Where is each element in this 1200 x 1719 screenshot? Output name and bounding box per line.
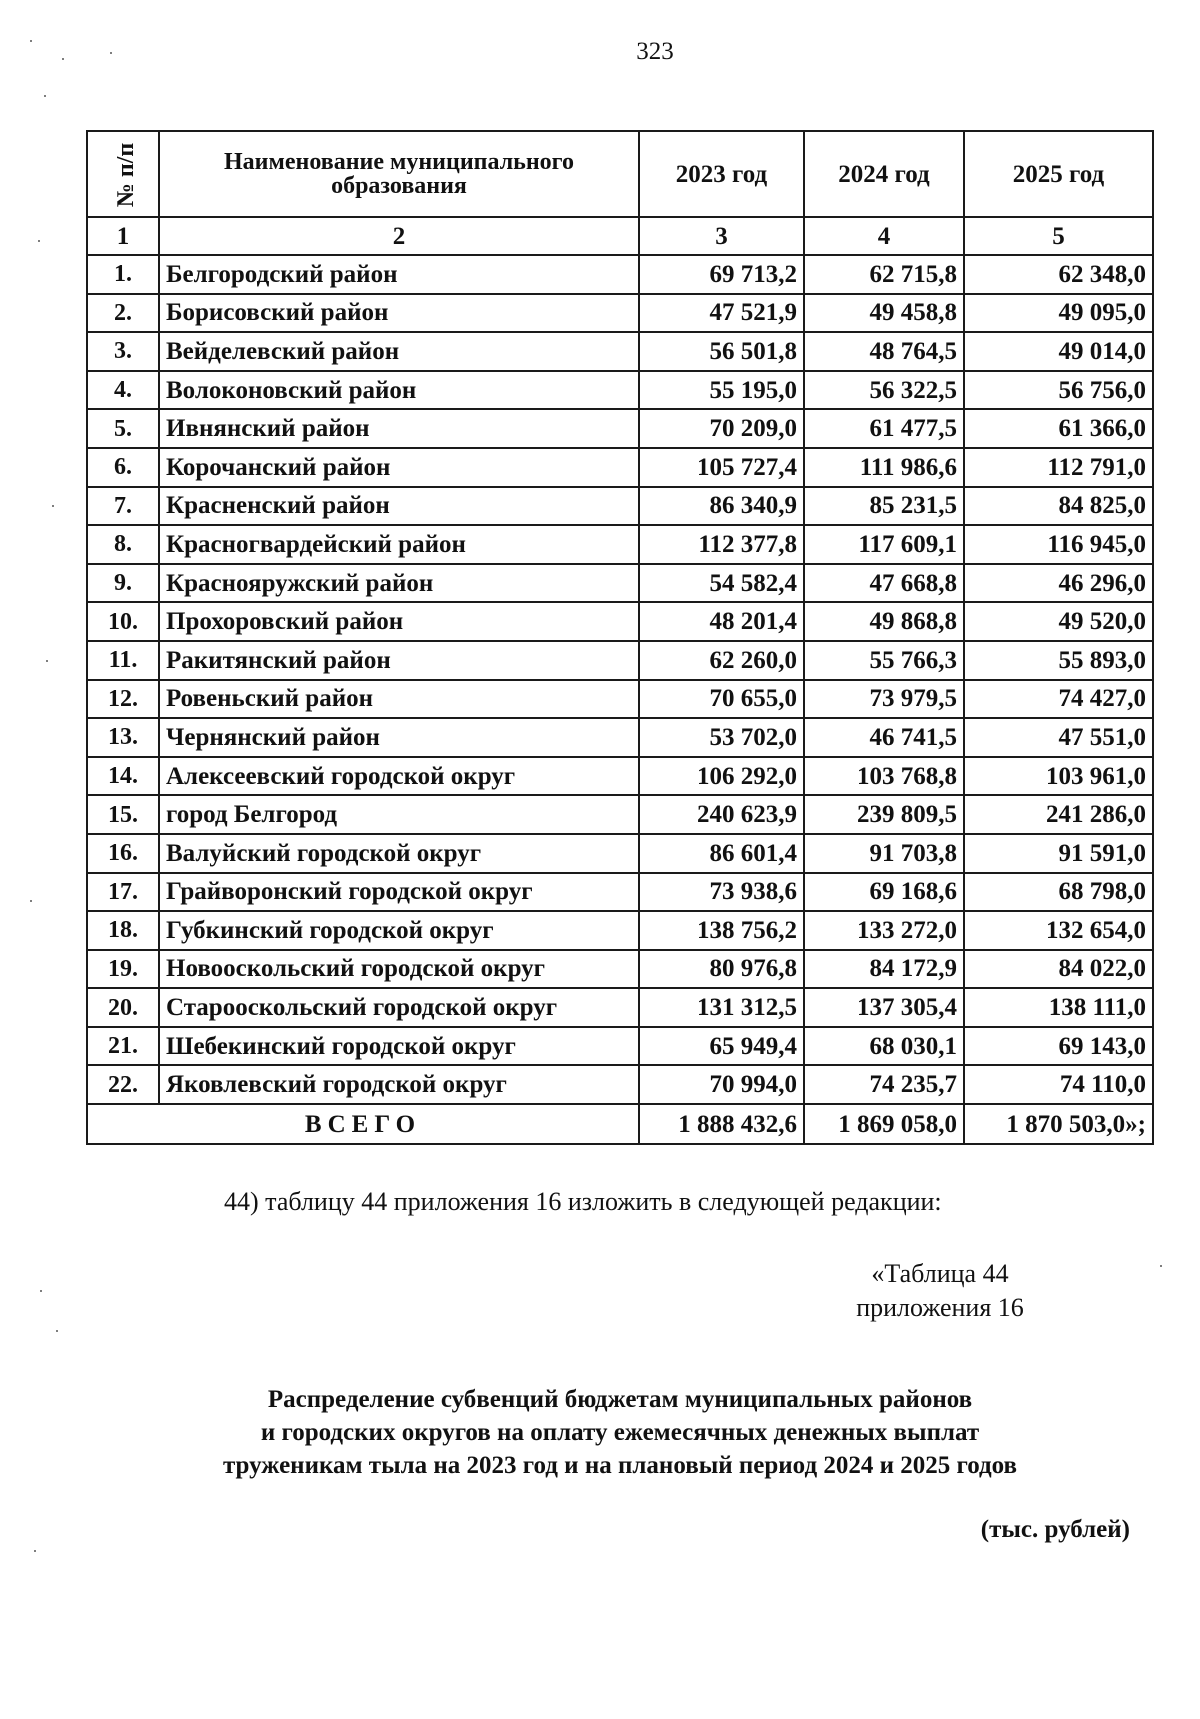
value-2025: 49 014,0	[964, 332, 1153, 371]
value-2024: 74 235,7	[804, 1065, 964, 1104]
table-row	[87, 680, 1153, 719]
value-2024: 133 272,0	[804, 911, 964, 950]
column-number-row	[87, 217, 1153, 255]
row-number: 10.	[87, 602, 159, 641]
value-2025: 49 520,0	[964, 602, 1153, 641]
municipality-name: Краснояружский район	[159, 564, 639, 603]
table-row	[87, 332, 1153, 371]
table-row	[87, 641, 1153, 680]
municipality-name: город Белгород	[159, 795, 639, 834]
scan-speck	[52, 505, 54, 507]
value-2023: 240 623,9	[639, 795, 804, 834]
municipality-name: Прохоровский район	[159, 602, 639, 641]
municipality-name: Шебекинский городской округ	[159, 1027, 639, 1066]
row-number: 8.	[87, 525, 159, 564]
table-row	[87, 834, 1153, 873]
value-2023: 112 377,8	[639, 525, 804, 564]
value-2025: 138 111,0	[964, 988, 1153, 1027]
row-number: 4.	[87, 371, 159, 410]
value-2023: 86 601,4	[639, 834, 804, 873]
row-number: 1.	[87, 255, 159, 294]
scan-speck	[62, 58, 64, 60]
municipality-name: Белгородский район	[159, 255, 639, 294]
value-2025: 84 825,0	[964, 487, 1153, 526]
row-number: 20.	[87, 988, 159, 1027]
table-row	[87, 564, 1153, 603]
table-header-row	[87, 131, 1153, 217]
value-2024: 69 168,6	[804, 873, 964, 912]
row-number: 18.	[87, 911, 159, 950]
scan-speck	[110, 52, 112, 54]
total-2025: 1 870 503,0»;	[964, 1104, 1153, 1144]
scan-speck	[38, 240, 40, 242]
value-2023: 131 312,5	[639, 988, 804, 1027]
value-2024: 56 322,5	[804, 371, 964, 410]
row-number: 17.	[87, 873, 159, 912]
table-row	[87, 1065, 1153, 1104]
value-2025: 55 893,0	[964, 641, 1153, 680]
value-2023: 70 655,0	[639, 680, 804, 719]
value-2024: 84 172,9	[804, 950, 964, 989]
value-2025: 61 366,0	[964, 409, 1153, 448]
table-row	[87, 718, 1153, 757]
scan-speck	[56, 1330, 58, 1332]
column-number: 1	[87, 217, 159, 255]
header-municipality: Наименование муниципального образования	[159, 131, 639, 217]
table-row	[87, 294, 1153, 333]
value-2024: 61 477,5	[804, 409, 964, 448]
municipality-name: Красногвардейский район	[159, 525, 639, 564]
municipality-name: Яковлевский городской округ	[159, 1065, 639, 1104]
municipality-name: Борисовский район	[159, 294, 639, 333]
municipality-name: Волоконовский район	[159, 371, 639, 410]
value-2023: 65 949,4	[639, 1027, 804, 1066]
scan-speck	[40, 1290, 42, 1292]
row-number: 9.	[87, 564, 159, 603]
column-number: 3	[639, 217, 804, 255]
scan-speck	[30, 900, 32, 902]
scan-speck	[46, 660, 48, 662]
municipality-name: Грайворонский городской округ	[159, 873, 639, 912]
value-2023: 55 195,0	[639, 371, 804, 410]
table-row	[87, 757, 1153, 796]
scan-speck	[44, 95, 46, 97]
municipality-name: Красненский район	[159, 487, 639, 526]
table-row	[87, 950, 1153, 989]
total-row	[87, 1104, 1153, 1144]
value-2024: 111 986,6	[804, 448, 964, 487]
column-number: 2	[159, 217, 639, 255]
value-2023: 70 994,0	[639, 1065, 804, 1104]
value-2023: 86 340,9	[639, 487, 804, 526]
row-number: 12.	[87, 680, 159, 719]
municipality-name: Ракитянский район	[159, 641, 639, 680]
page-number: 323	[636, 38, 674, 65]
scan-speck	[34, 1550, 36, 1552]
table-row	[87, 409, 1153, 448]
value-2023: 69 713,2	[639, 255, 804, 294]
row-number: 5.	[87, 409, 159, 448]
heading-line: Распределение субвенций бюджетам муниципальных районов	[267, 1386, 973, 1413]
table-reference-line: приложения 16	[856, 1292, 1024, 1322]
table-row	[87, 525, 1153, 564]
header-2025: 2025 год	[964, 131, 1153, 217]
subvention-table	[86, 130, 1154, 1145]
value-2023: 106 292,0	[639, 757, 804, 796]
total-label: ВСЕГО	[87, 1104, 639, 1144]
table-reference	[820, 1257, 1060, 1325]
value-2025: 49 095,0	[964, 294, 1153, 333]
value-2025: 241 286,0	[964, 795, 1153, 834]
value-2025: 132 654,0	[964, 911, 1153, 950]
municipality-name: Старооскольский городской округ	[159, 988, 639, 1027]
table-row	[87, 371, 1153, 410]
municipality-name: Корочанский район	[159, 448, 639, 487]
municipality-name: Вейделевский район	[159, 332, 639, 371]
row-number: 21.	[87, 1027, 159, 1066]
value-2025: 68 798,0	[964, 873, 1153, 912]
value-2025: 103 961,0	[964, 757, 1153, 796]
value-2025: 112 791,0	[964, 448, 1153, 487]
heading-line: и городских округов на оплату ежемесячных денежных выплат	[260, 1419, 980, 1446]
value-2023: 47 521,9	[639, 294, 804, 333]
total-2023: 1 888 432,6	[639, 1104, 804, 1144]
table-row	[87, 873, 1153, 912]
value-2023: 138 756,2	[639, 911, 804, 950]
value-2025: 69 143,0	[964, 1027, 1153, 1066]
value-2023: 62 260,0	[639, 641, 804, 680]
row-number: 19.	[87, 950, 159, 989]
value-2024: 117 609,1	[804, 525, 964, 564]
table-reference-line: «Таблица 44	[871, 1259, 1009, 1288]
municipality-name: Губкинский городской округ	[159, 911, 639, 950]
amendment-instruction: 44) таблицу 44 приложения 16 изложить в следующей редакции:	[224, 1187, 942, 1216]
row-number: 6.	[87, 448, 159, 487]
table-body	[87, 255, 1153, 1104]
value-2025: 116 945,0	[964, 525, 1153, 564]
row-number: 15.	[87, 795, 159, 834]
table-row	[87, 487, 1153, 526]
row-number: 13.	[87, 718, 159, 757]
value-2024: 49 458,8	[804, 294, 964, 333]
value-2024: 85 231,5	[804, 487, 964, 526]
units-label: (тыс. рублей)	[980, 1516, 1130, 1543]
value-2025: 74 427,0	[964, 680, 1153, 719]
row-number: 3.	[87, 332, 159, 371]
value-2025: 74 110,0	[964, 1065, 1153, 1104]
municipality-name: Новооскольский городской округ	[159, 950, 639, 989]
value-2024: 47 668,8	[804, 564, 964, 603]
section-heading	[120, 1383, 1120, 1482]
value-2023: 54 582,4	[639, 564, 804, 603]
value-2024: 46 741,5	[804, 718, 964, 757]
row-number: 14.	[87, 757, 159, 796]
value-2023: 53 702,0	[639, 718, 804, 757]
value-2023: 105 727,4	[639, 448, 804, 487]
value-2023: 56 501,8	[639, 332, 804, 371]
row-number: 7.	[87, 487, 159, 526]
column-number: 4	[804, 217, 964, 255]
value-2024: 73 979,5	[804, 680, 964, 719]
value-2025: 47 551,0	[964, 718, 1153, 757]
header-row-number	[87, 131, 159, 217]
municipality-name: Ивнянский район	[159, 409, 639, 448]
row-number: 16.	[87, 834, 159, 873]
row-number: 11.	[87, 641, 159, 680]
table-row	[87, 911, 1153, 950]
municipality-name: Чернянский район	[159, 718, 639, 757]
scan-speck	[1160, 1265, 1162, 1267]
value-2024: 103 768,8	[804, 757, 964, 796]
value-2024: 62 715,8	[804, 255, 964, 294]
table-row	[87, 988, 1153, 1027]
value-2025: 46 296,0	[964, 564, 1153, 603]
scan-speck	[30, 40, 32, 42]
table-row	[87, 255, 1153, 294]
value-2023: 80 976,8	[639, 950, 804, 989]
value-2023: 48 201,4	[639, 602, 804, 641]
total-2024: 1 869 058,0	[804, 1104, 964, 1144]
value-2024: 49 868,8	[804, 602, 964, 641]
municipality-name: Ровеньский район	[159, 680, 639, 719]
municipality-name: Валуйский городской округ	[159, 834, 639, 873]
table-row	[87, 602, 1153, 641]
value-2023: 73 938,6	[639, 873, 804, 912]
value-2024: 68 030,1	[804, 1027, 964, 1066]
table-row	[87, 1027, 1153, 1066]
value-2023: 70 209,0	[639, 409, 804, 448]
column-number: 5	[964, 217, 1153, 255]
value-2025: 84 022,0	[964, 950, 1153, 989]
value-2025: 91 591,0	[964, 834, 1153, 873]
value-2024: 91 703,8	[804, 834, 964, 873]
header-2023: 2023 год	[639, 131, 804, 217]
row-number: 22.	[87, 1065, 159, 1104]
header-row-number-label: № п/п	[113, 142, 140, 207]
value-2024: 55 766,3	[804, 641, 964, 680]
value-2024: 239 809,5	[804, 795, 964, 834]
table-row	[87, 795, 1153, 834]
header-2024: 2024 год	[804, 131, 964, 217]
value-2024: 48 764,5	[804, 332, 964, 371]
row-number: 2.	[87, 294, 159, 333]
value-2025: 56 756,0	[964, 371, 1153, 410]
heading-line: труженикам тыла на 2023 год и на плановый период 2024 и 2025 годов	[222, 1452, 1018, 1479]
value-2025: 62 348,0	[964, 255, 1153, 294]
table-row	[87, 448, 1153, 487]
municipality-name: Алексеевский городской округ	[159, 757, 639, 796]
value-2024: 137 305,4	[804, 988, 964, 1027]
